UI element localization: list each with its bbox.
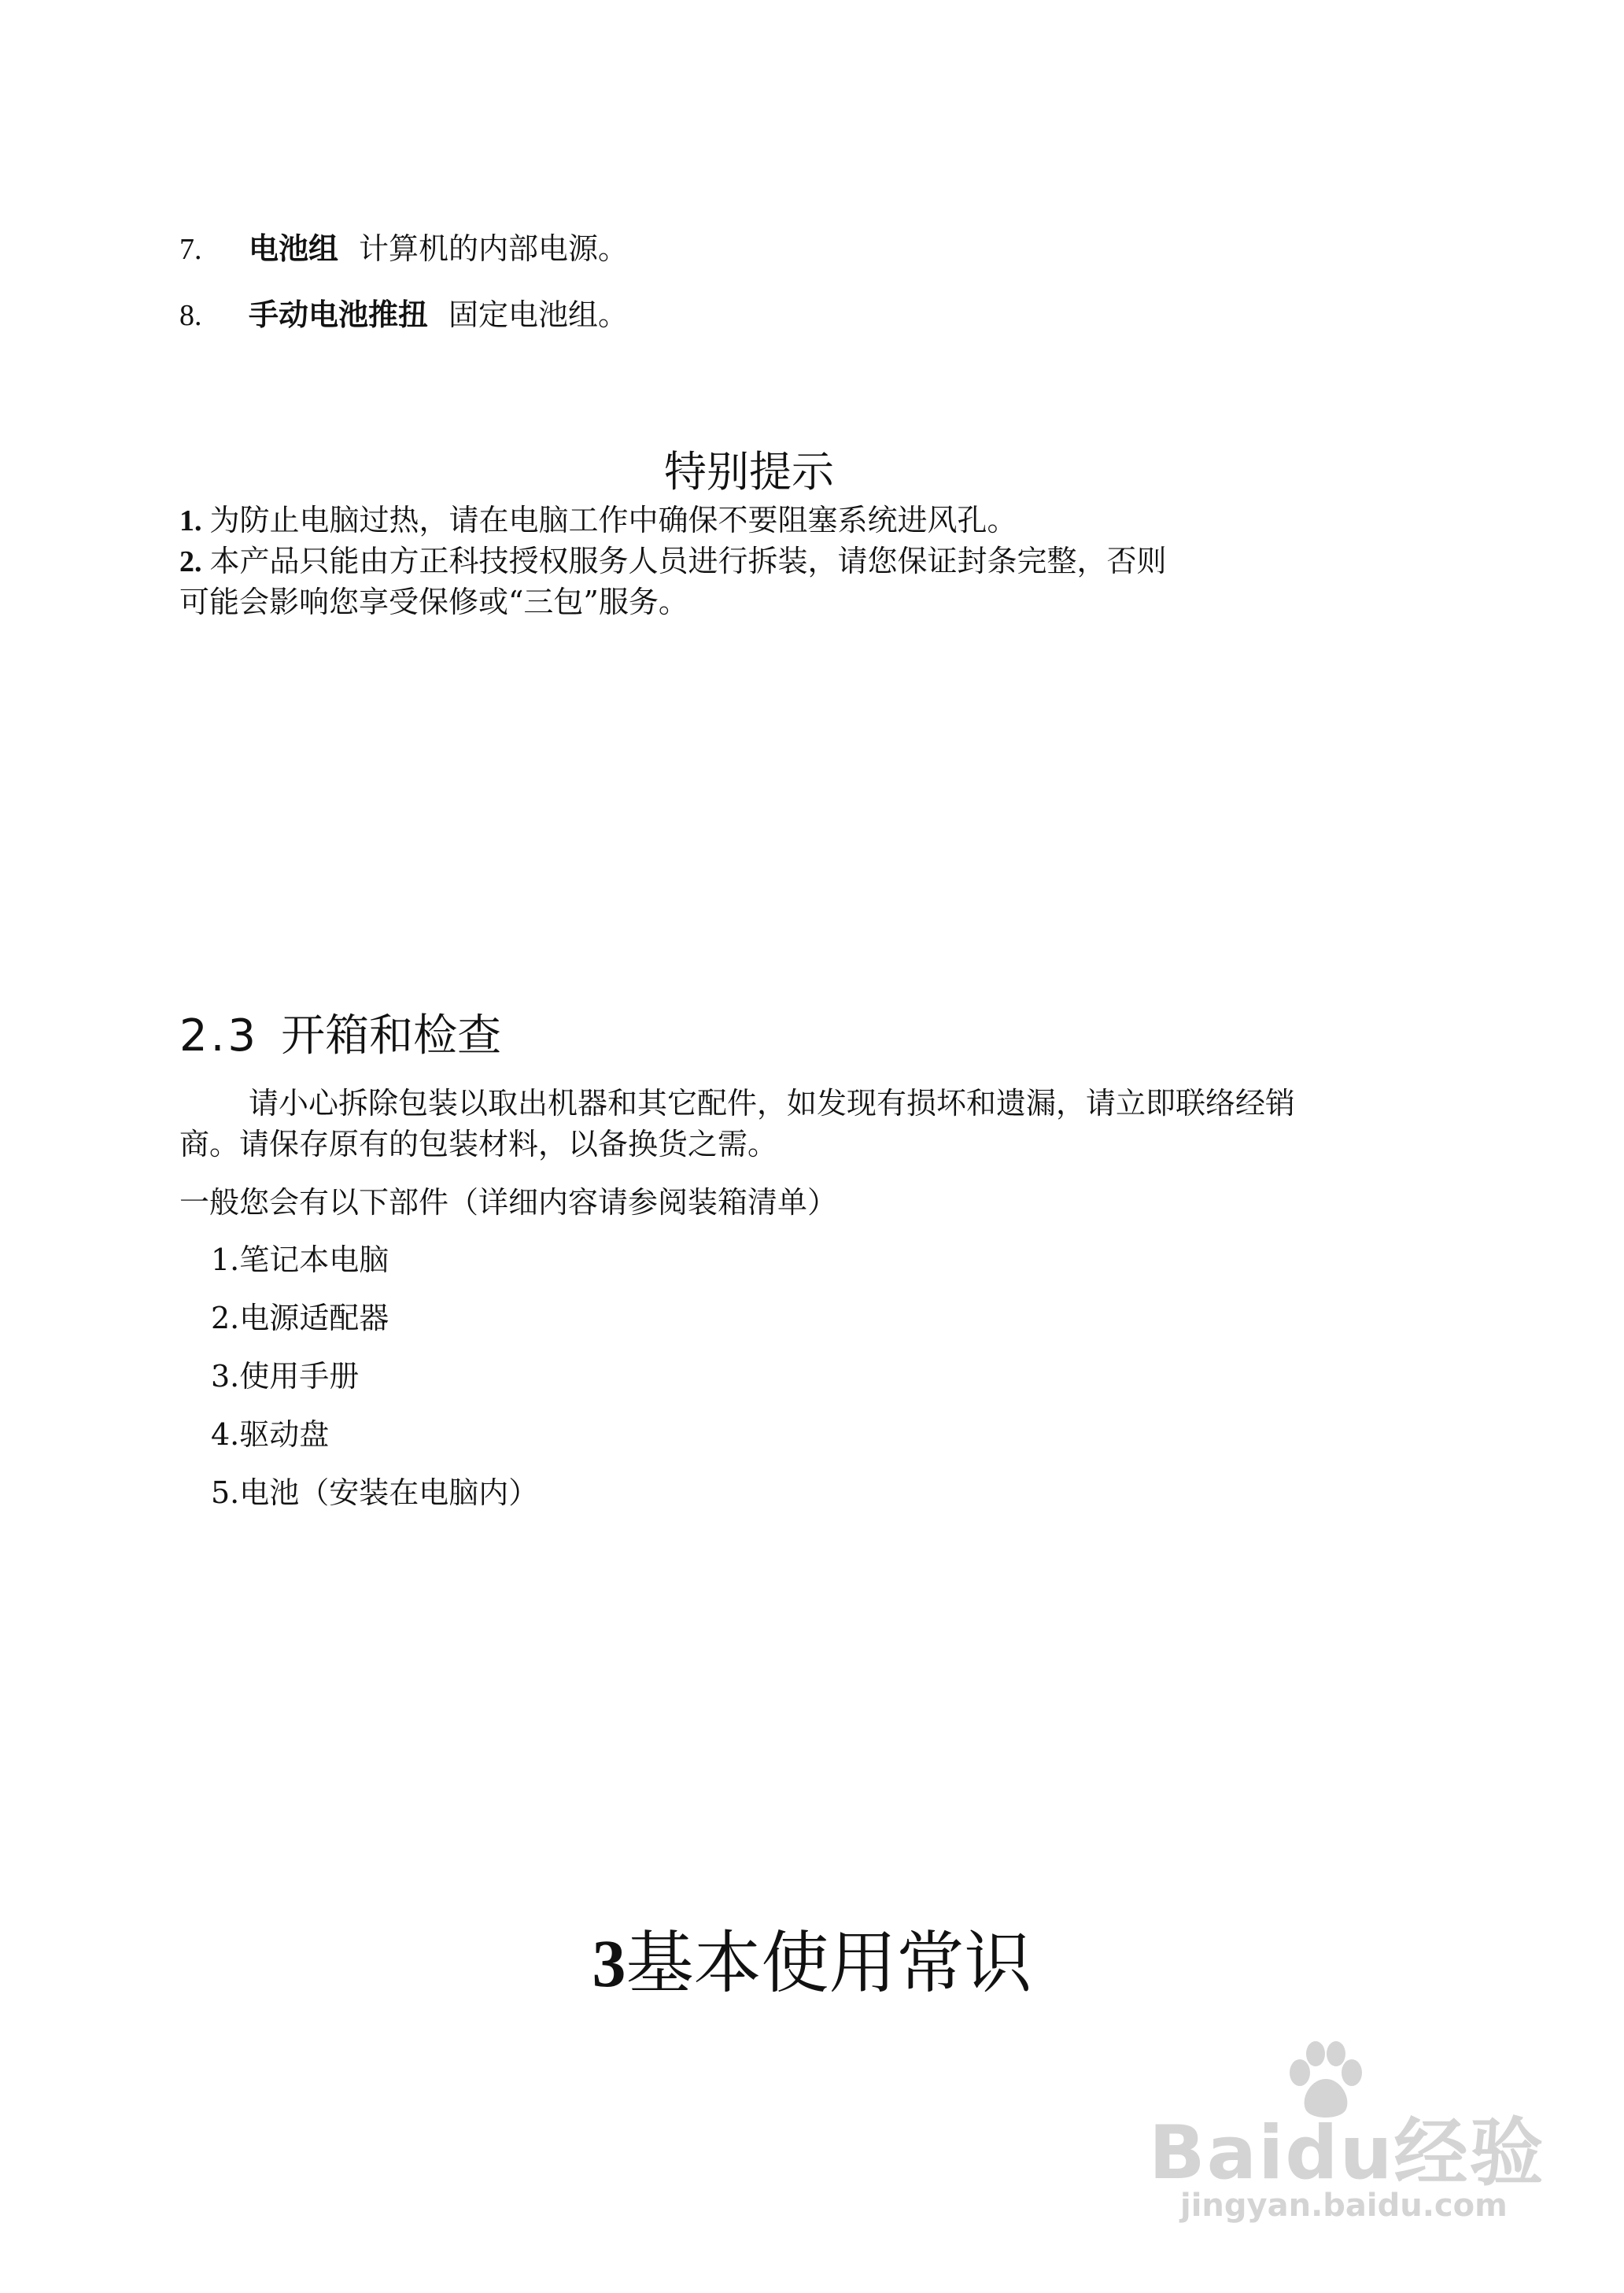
chapter-heading — [0, 1920, 1624, 2007]
parts-list-item: 3.使用手册 — [211, 1359, 360, 1394]
notice-number: 2. — [179, 545, 202, 578]
notice-number: 1. — [179, 504, 202, 537]
chapter-title: 基本使用常识 — [626, 1924, 1032, 2003]
notice-line-3: 可能会影响您享受保修或“三包”服务。 — [179, 585, 688, 619]
watermark-brand: Baidu经验 — [1149, 2110, 1545, 2196]
item-description: 计算机的内部电源。 — [359, 231, 629, 266]
parts-list-item: 1.笔记本电脑 — [211, 1243, 389, 1277]
notice-title: 特别提示 — [664, 447, 834, 497]
notice-line-2 — [179, 541, 1167, 582]
section-paragraph-line-1: 请小心拆除包装以取出机器和其它配件，如发现有损坏和遗漏，请立即联络经销 — [249, 1086, 1296, 1121]
section-paragraph-line-2: 商。请保存原有的包装材料，以备换货之需。 — [179, 1127, 778, 1161]
parts-list-item: 4.驱动盘 — [211, 1417, 330, 1452]
component-item-7 — [179, 230, 628, 268]
notice-text: 本产品只能由方正科技授权服务人员进行拆装，请您保证封条完整，否则 — [209, 544, 1167, 578]
component-item-8 — [179, 296, 628, 334]
item-number: 7. — [179, 233, 202, 266]
item-term: 手动电池推扭 — [249, 297, 429, 332]
baidu-watermark — [1149, 2038, 1545, 2224]
parts-list-item: 2.电源适配器 — [211, 1301, 389, 1335]
section-number: 2.3 — [179, 1010, 260, 1062]
parts-list-item: 5.电池（安装在电脑内） — [211, 1475, 539, 1510]
watermark-url: jingyan.baidu.com — [1180, 2188, 1508, 2224]
parts-intro: 一般您会有以下部件（详细内容请参阅装箱清单） — [179, 1185, 838, 1220]
notice-line-1 — [179, 500, 1017, 541]
section-title: 开箱和检查 — [281, 1010, 502, 1062]
item-number: 8. — [179, 299, 202, 332]
notice-text: 为防止电脑过热，请在电脑工作中确保不要阻塞系统进风孔。 — [209, 503, 1017, 537]
section-heading — [179, 1009, 501, 1064]
chapter-number: 3 — [592, 1926, 626, 2001]
item-term: 电池组 — [249, 231, 339, 266]
item-description: 固定电池组。 — [448, 297, 629, 332]
